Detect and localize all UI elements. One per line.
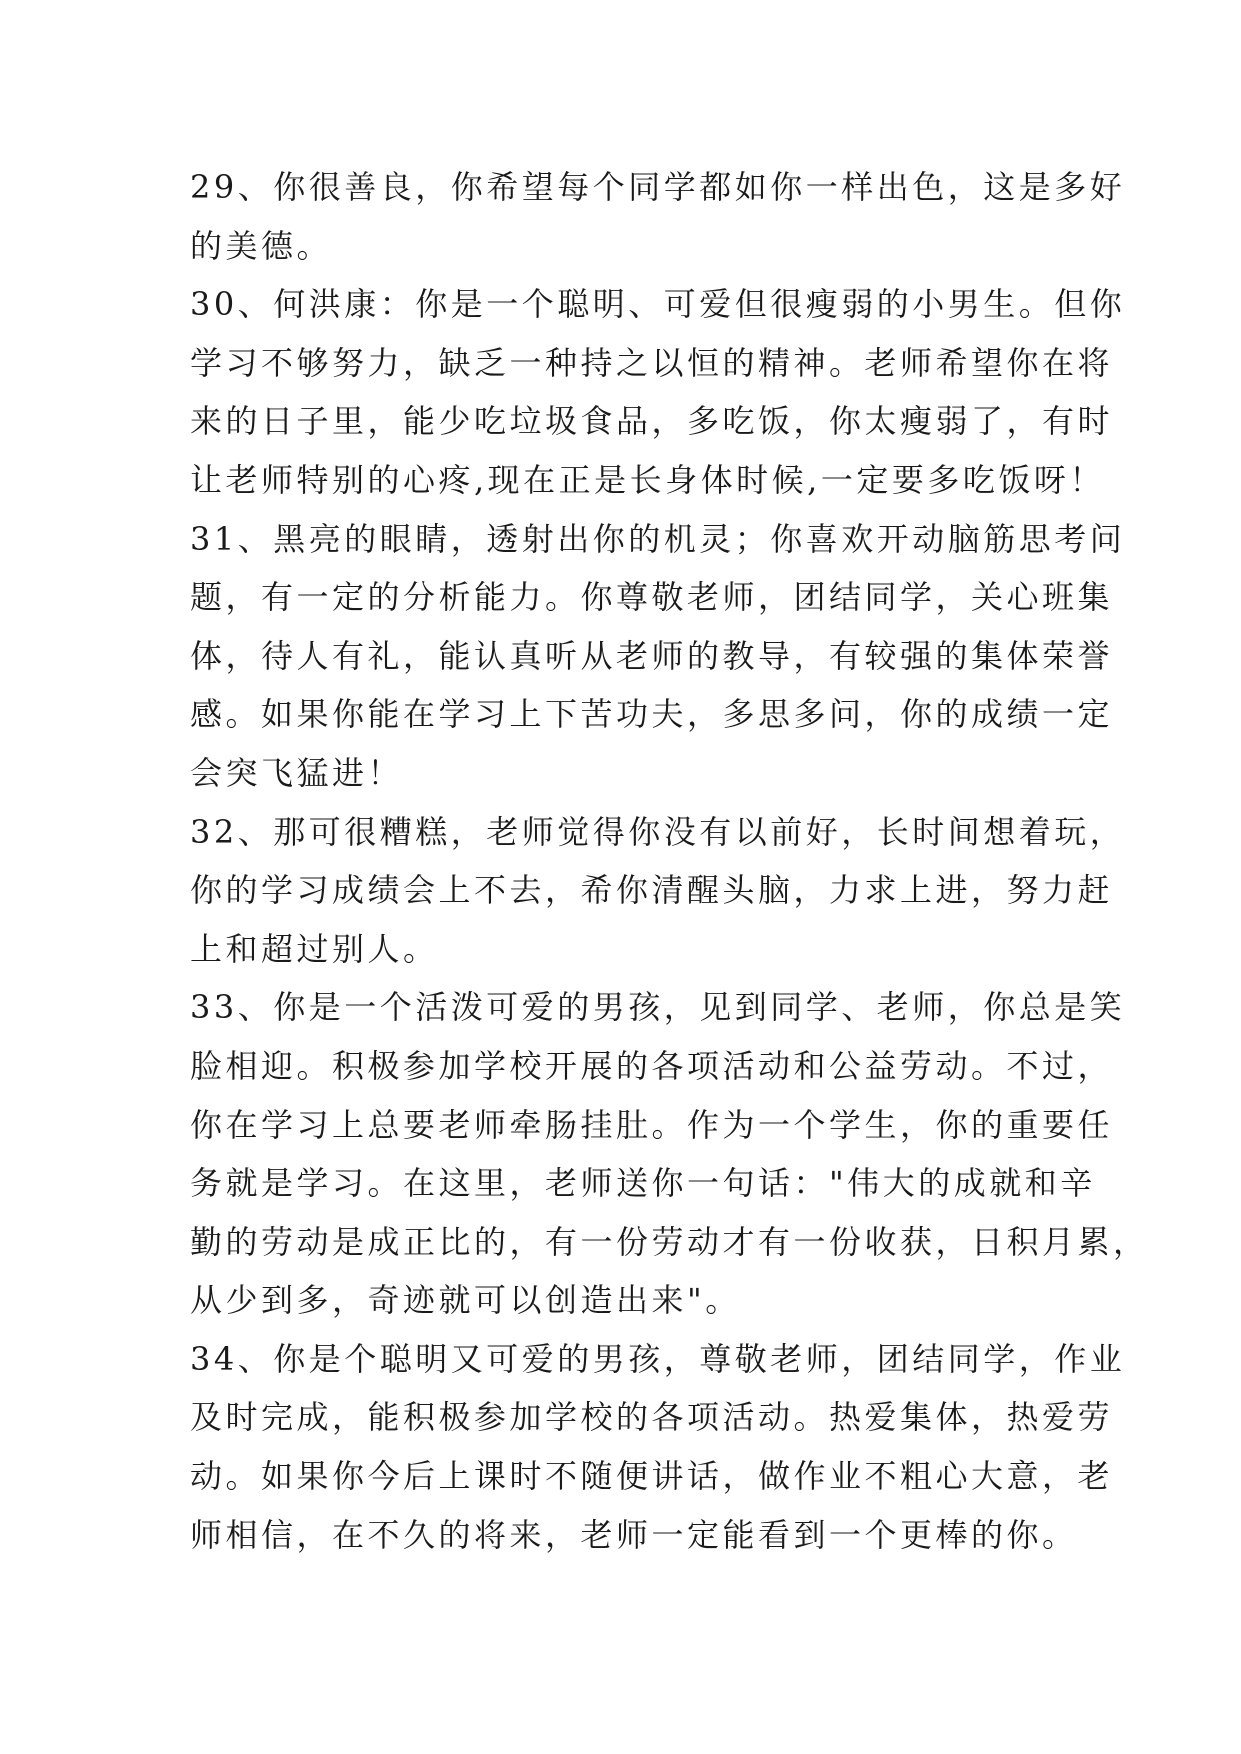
text-line: 上和超过别人。: [190, 929, 439, 968]
text-line: 让老师特别的心疼,现在正是长身体时候,一定要多吃饭呀！: [190, 460, 1105, 499]
text-line: 及时完成，能积极参加学校的各项活动。热爱集体，热爱劳: [190, 1398, 1114, 1437]
text-line: 29、你很善良，你希望每个同学都如你一样出色，这是多好: [190, 168, 1126, 206]
text-line: 体，待人有礼，能认真听从老师的教导，有较强的集体荣誉: [190, 636, 1114, 675]
text-line: 务就是学习。在这里，老师送你一句话："伟大的成就和辛: [190, 1164, 1096, 1203]
text-line: 你的学习成绩会上不去，希你清醒头脑，力求上进，努力赶: [190, 871, 1114, 910]
text-line: 从少到多，奇迹就可以创造出来"。: [190, 1281, 741, 1320]
text-line: 脸相迎。积极参加学校开展的各项活动和公益劳动。不过，: [190, 1046, 1114, 1085]
text-line: 勤的劳动是成正比的，有一份劳动才有一份收获，日积月累，: [190, 1222, 1149, 1261]
text-line: 题，有一定的分析能力。你尊敬老师，团结同学，关心班集: [190, 578, 1114, 617]
text-line: 34、你是个聪明又可爱的男孩，尊敬老师，团结同学，作业: [190, 1339, 1126, 1378]
text-line: 30、何洪康：你是一个聪明、可爱但很瘦弱的小男生。但你: [190, 285, 1126, 324]
text-line: 的美德。: [190, 226, 333, 265]
text-line: 动。如果你今后上课时不随便讲话，做作业不粗心大意，老: [190, 1457, 1114, 1496]
document-body: [190, 158, 1149, 1564]
text-line: 33、你是一个活泼可爱的男孩，见到同学、老师，你总是笑: [190, 988, 1126, 1027]
text-line: 师相信，在不久的将来，老师一定能看到一个更棒的你。: [190, 1515, 1078, 1554]
text-line: 来的日子里，能少吃垃圾食品，多吃饭，你太瘦弱了，有时: [190, 402, 1114, 441]
text-line: 你在学习上总要老师牵肠挂肚。作为一个学生，你的重要任: [190, 1105, 1114, 1144]
text-line: 学习不够努力，缺乏一种持之以恒的精神。老师希望你在将: [190, 343, 1114, 382]
text-line: 32、那可很糟糕，老师觉得你没有以前好，长时间想着玩，: [190, 812, 1126, 851]
text-line: 会突飞猛进！: [190, 753, 404, 792]
text-line: 31、黑亮的眼睛，透射出你的机灵；你喜欢开动脑筋思考问: [190, 519, 1126, 558]
text-line: 感。如果你能在学习上下苦功夫，多思多问，你的成绩一定: [190, 695, 1114, 734]
